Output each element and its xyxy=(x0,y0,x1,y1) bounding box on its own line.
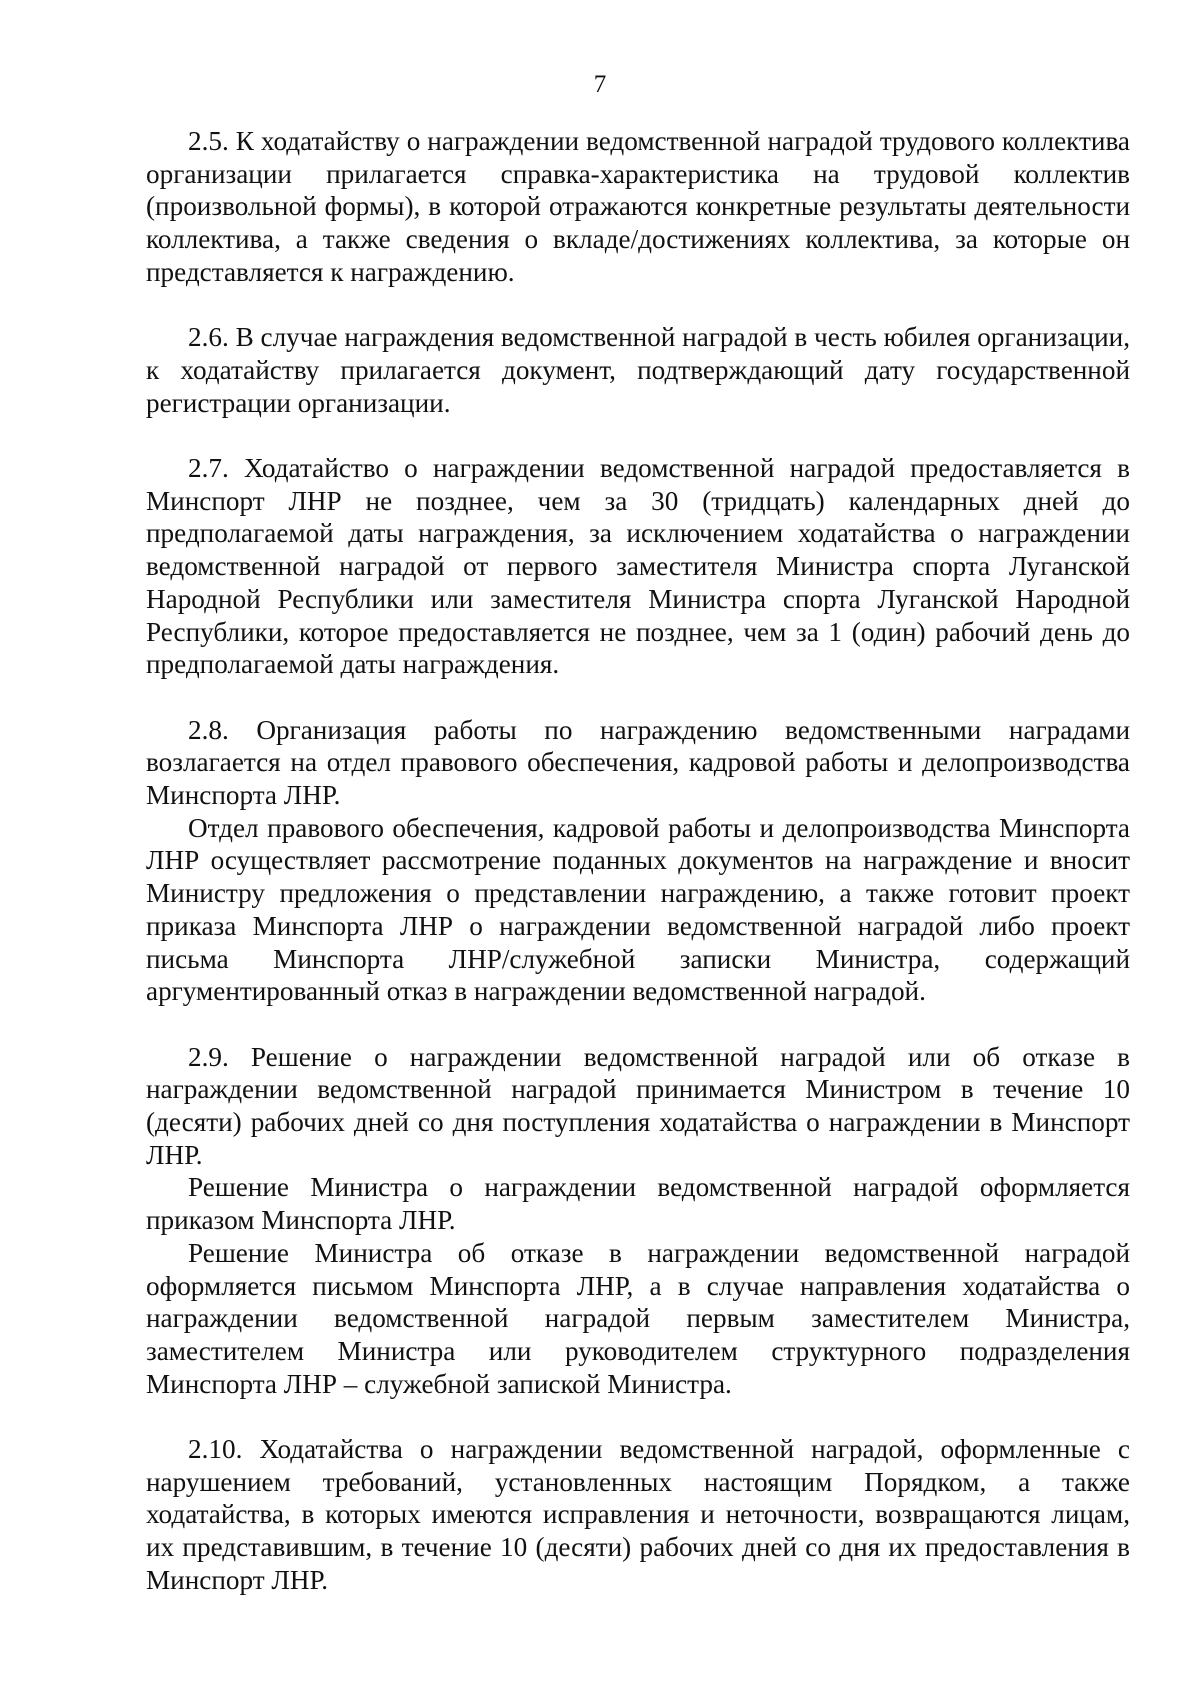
paragraph-2-9-refusal: Решение Министра об отказе в награждении ведомственной наградой оформляется письмом Минспорта ЛНР, а в случае направления ходатайства о награждении ведомственной наградой первым заместителем Министра, заместителем Министра или руководителем структурного подразделения Минспорта ЛНР – служебной запиской Министра. xyxy=(146,1237,1130,1399)
paragraph-2-8: 2.8. Организация работы по награждению ведомственными наградами возлагается на отдел правового обеспечения, кадровой работы и делопроизводства Минспорта ЛНР. xyxy=(146,714,1130,811)
paragraph-2-8-department: Отдел правового обеспечения, кадровой работы и делопроизводства Минспорта ЛНР осуществляет рассмотрение поданных документов на награждение и вносит Министру предложения о представлении награждению, а также готовит проект приказа Минспорта ЛНР о награждении ведомственной наградой либо проект письма Минспорта ЛНР/служебной записки Министра, содержащий аргументированный отказ в награждении ведомственной наградой. xyxy=(146,812,1130,1007)
paragraph-2-9-order: Решение Министра о награждении ведомственной наградой оформляется приказом Минспорта ЛНР. xyxy=(146,1172,1130,1236)
paragraph-2-5: 2.5. К ходатайству о награждении ведомственной наградой трудового коллектива организации прилагается справка-характеристика на трудовой коллектив (произвольной формы), в которой отражаются конкретные результаты деятельности коллектива, а также сведения о вкладе/достижениях коллектива, за которые он представляется к награждению. xyxy=(146,126,1130,287)
document-body xyxy=(146,125,1130,1597)
paragraph-2-6: 2.6. В случае награждения ведомственной наградой в честь юбилея организации, к ходатайству прилагается документ, подтверждающий дату государственной регистрации организации. xyxy=(146,322,1130,418)
paragraph-2-10: 2.10. Ходатайства о награждении ведомственной наградой, оформленные с нарушением требований, установленных настоящим Порядком, а также ходатайства, в которых имеются исправления и неточности, возвращаются лицам, их представившим, в течение 10 (десяти) рабочих дней со дня их предоставления в Минспорт ЛНР. xyxy=(146,1434,1130,1595)
page-number: 7 xyxy=(593,71,607,98)
paragraph-2-9: 2.9. Решение о награждении ведомственной наградой или об отказе в награждении ведомственной наградой принимается Министром в течение 10 (десяти) рабочих дней со дня поступления ходатайства о награждении в Минспорт ЛНР. xyxy=(146,1041,1130,1170)
paragraph-2-7: 2.7. Ходатайство о награждении ведомственной наградой предоставляется в Минспорт ЛНР не позднее, чем за 30 (тридцать) календарных дней до предполагаемой даты награждения, за исключением ходатайства о награждении ведомственной наградой от первого заместителя Министра спорта Луганской Народной Республики или заместителя Министра спорта Луганской Народной Республики, которое предоставляется не позднее, чем за 1 (один) рабочий день до предполагаемой даты награждения. xyxy=(146,453,1130,680)
